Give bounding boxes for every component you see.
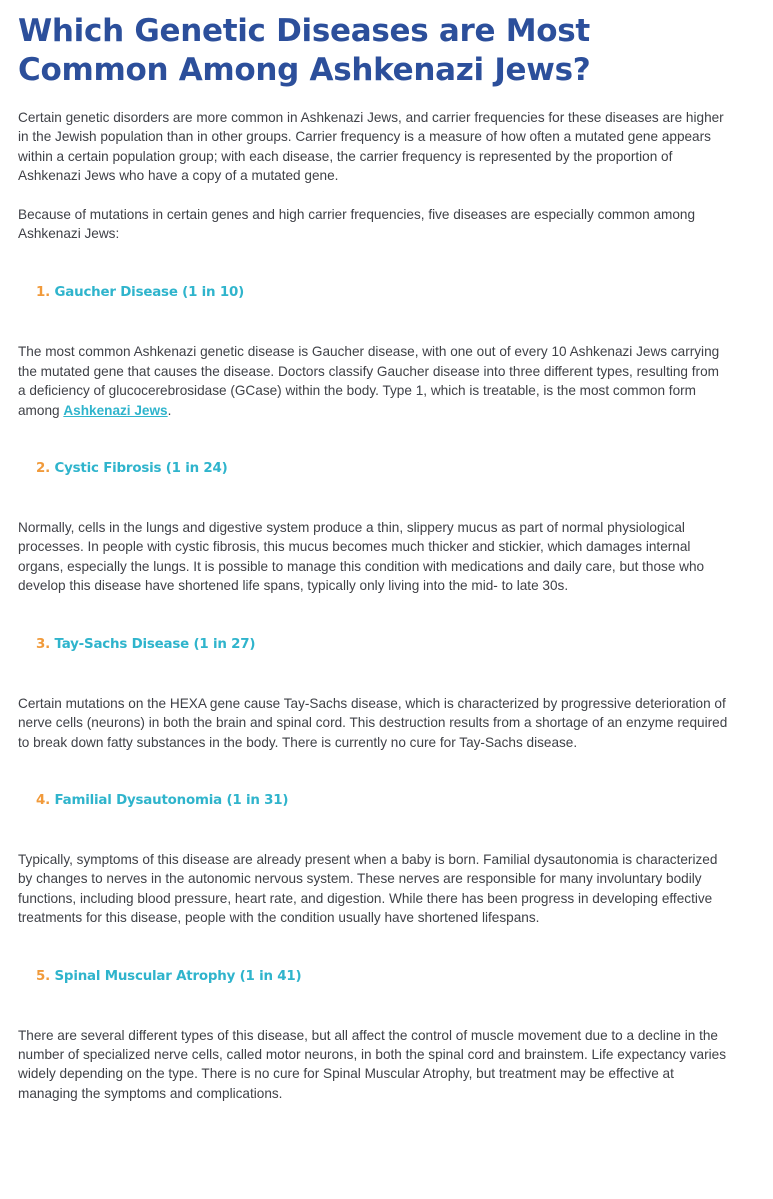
intro-paragraph-1: Certain genetic disorders are more common in Ashkenazi Jews, and carrier frequencies for these diseases are higher in the Jewish population than in other groups. Carrier frequency is a measure of how often a mutated gene appears within a certain population group; with each disease, the carrier frequency is represented by the proportion of Ashkenazi Jews who have a copy of a mutated gene. <box>18 110 724 184</box>
intro-paragraph-2: Because of mutations in certain genes and high carrier frequencies, five diseases are especially common among Ashkenazi Jews: <box>18 206 696 242</box>
disease-title: Familial Dysautonomia (1 in 31) <box>54 792 289 808</box>
disease-title: Spinal Muscular Atrophy (1 in 41) <box>54 968 302 984</box>
disease-description-gaucher <box>18 342 730 420</box>
list-number: 5. <box>36 968 51 984</box>
disease-description-tay-sachs: Certain mutations on the HEXA gene cause Tay-Sachs disease, which is characterized by progressive deterioration of nerve cells (neurons) in both the brain and spinal cord. This destruction results from a shortage of an enzyme required to break down fatty substances in the body. There is currently no cure for Tay-Sachs disease. <box>18 695 728 750</box>
disease-description-familial-dysautonomia: Typically, symptoms of this disease are already present when a baby is born. Familial dysautonomia is characterized by changes to nerves in the autonomic nervous system. These nerves are responsible for many involuntary bodily functions, including blood pressure, heart rate, and digestion. While there has been progress in developing effective treatments for this disease, people with the condition usually have shortened lifespans. <box>18 851 718 926</box>
page-title: Which Genetic Diseases are Most Common Among Ashkenazi Jews? <box>18 13 591 88</box>
disease-heading-spinal-muscular-atrophy <box>18 967 755 986</box>
list-number: 3. <box>36 636 51 652</box>
disease-heading-tay-sachs <box>18 635 755 654</box>
disease-heading-gaucher <box>18 283 755 302</box>
list-number: 2. <box>36 461 51 477</box>
disease-title: Gaucher Disease (1 in 10) <box>54 285 245 301</box>
disease-description-cystic-fibrosis: Normally, cells in the lungs and digestive system produce a thin, slippery mucus as part of normal physiological processes. In people with cystic fibrosis, this mucus becomes much thicker and stickier, which damages internal organs, especially the lungs. It is possible to manage this condition with medications and daily care, but those who develop this disease have shortened life spans, typically only living into the mid- to late 30s. <box>18 520 705 594</box>
list-number: 1. <box>36 285 51 301</box>
description-text-end: . <box>167 402 172 418</box>
disease-title: Cystic Fibrosis (1 in 24) <box>54 461 228 477</box>
list-number: 4. <box>36 792 51 808</box>
disease-heading-familial-dysautonomia <box>18 791 755 810</box>
description-text: The most common Ashkenazi genetic disease is Gaucher disease, with one out of every 10 Ashkenazi Jews carrying the mutated gene that causes the disease. Doctors classify Gaucher disease into three different types, resulting from a deficiency of glucocerebrosidase (GCase) within the body. Type 1, which is treatable, is the most common form among <box>18 344 720 418</box>
ashkenazi-jews-link[interactable]: Ashkenazi Jews <box>63 402 168 418</box>
disease-description-spinal-muscular-atrophy: There are several different types of this disease, but all affect the control of muscle movement due to a decline in the number of specialized nerve cells, called motor neurons, in both the spinal cord and brainstem. Life expectancy varies widely depending on the type. There is no cure for Spinal Muscular Atrophy, but treatment may be effective at managing the symptoms and complications. <box>18 1027 727 1101</box>
disease-heading-cystic-fibrosis <box>18 459 755 478</box>
disease-title: Tay-Sachs Disease (1 in 27) <box>54 636 256 652</box>
